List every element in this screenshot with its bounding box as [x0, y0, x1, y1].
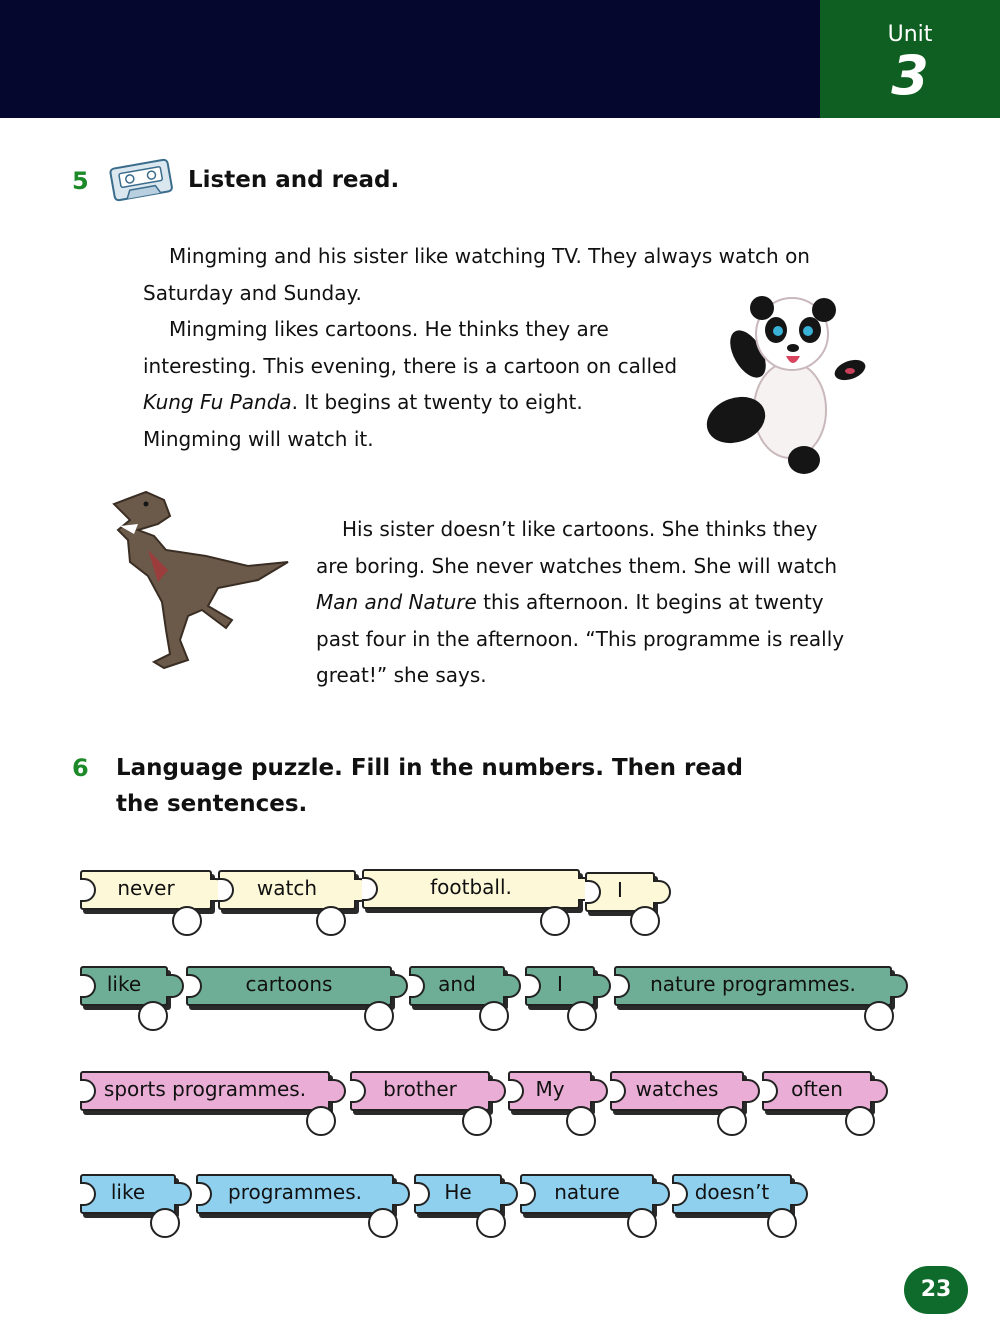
- puzzle-word: football.: [430, 875, 512, 899]
- number-answer-circle[interactable]: [845, 1106, 875, 1136]
- puzzle-piece[interactable]: [196, 1174, 394, 1214]
- puzzle-word: watch: [256, 876, 318, 900]
- paragraph-text: . It begins at twenty to eight.: [291, 390, 583, 415]
- puzzle-word: watches: [635, 1077, 719, 1101]
- unit-badge: [820, 0, 1000, 118]
- puzzle-word: often: [791, 1077, 843, 1101]
- page-number: 23: [904, 1266, 968, 1314]
- puzzle-word: I: [557, 972, 563, 996]
- number-answer-circle[interactable]: [630, 906, 660, 936]
- paragraph-line: past four in the afternoon. “This programme is really: [316, 626, 845, 651]
- section-5-number: 5: [72, 167, 89, 195]
- number-answer-circle[interactable]: [540, 906, 570, 936]
- number-answer-circle[interactable]: [567, 1001, 597, 1031]
- paragraph-line: Saturday and Sunday.: [143, 280, 362, 305]
- number-answer-circle[interactable]: [767, 1208, 797, 1238]
- programme-title-man-and-nature: Man and Nature: [316, 590, 477, 615]
- puzzle-word: He: [444, 1180, 472, 1204]
- number-answer-circle[interactable]: [172, 906, 202, 936]
- puzzle-word: brother: [383, 1077, 457, 1101]
- paragraph-line: Mingming and his sister like watching TV. They always watch on: [169, 244, 810, 268]
- puzzle-word: programmes.: [228, 1180, 362, 1204]
- puzzle-word: doesn’t: [694, 1180, 770, 1204]
- puzzle-piece[interactable]: [762, 1071, 872, 1111]
- puzzle-word: like: [106, 972, 142, 996]
- paragraph-line: are boring. She never watches them. She will watch: [316, 553, 838, 578]
- puzzle-piece[interactable]: [520, 1174, 654, 1214]
- number-answer-circle[interactable]: [368, 1208, 398, 1238]
- puzzle-word: cartoons: [245, 972, 333, 996]
- puzzle-word: nature programmes.: [650, 972, 856, 996]
- puzzle-word: I: [617, 878, 623, 902]
- number-answer-circle[interactable]: [479, 1001, 509, 1031]
- number-answer-circle[interactable]: [566, 1106, 596, 1136]
- puzzle-piece[interactable]: [672, 1174, 792, 1214]
- puzzle-word: never: [117, 876, 175, 900]
- paragraph-line: interesting. This evening, there is a cartoon on called: [143, 353, 678, 378]
- puzzle-piece[interactable]: [80, 966, 168, 1006]
- puzzle-piece[interactable]: [80, 1071, 330, 1111]
- paragraph-line: Mingming likes cartoons. He thinks they are: [169, 317, 609, 342]
- number-answer-circle[interactable]: [864, 1001, 894, 1031]
- number-answer-circle[interactable]: [462, 1106, 492, 1136]
- number-answer-circle[interactable]: [717, 1106, 747, 1136]
- section-6-title-line-2: the sentences.: [116, 791, 308, 817]
- number-answer-circle[interactable]: [150, 1208, 180, 1238]
- dinosaur-illustration: [108, 490, 293, 675]
- panda-illustration: [700, 292, 870, 482]
- header-bar: [0, 0, 820, 118]
- puzzle-piece[interactable]: [80, 870, 212, 910]
- puzzle-piece[interactable]: [186, 966, 392, 1006]
- section-6-title-line-1: Language puzzle. Fill in the numbers. Then read: [116, 755, 743, 781]
- puzzle-piece[interactable]: [350, 1071, 490, 1111]
- cassette-tape-icon: [108, 156, 174, 202]
- number-answer-circle[interactable]: [138, 1001, 168, 1031]
- puzzle-piece[interactable]: [362, 869, 580, 909]
- programme-title-kung-fu-panda: Kung Fu Panda: [143, 390, 292, 415]
- paragraph-line: Mingming will watch it.: [143, 426, 374, 451]
- number-answer-circle[interactable]: [316, 906, 346, 936]
- puzzle-piece[interactable]: [614, 966, 892, 1006]
- number-answer-circle[interactable]: [306, 1106, 336, 1136]
- section-6-title: [116, 750, 743, 822]
- puzzle-piece[interactable]: [218, 870, 356, 910]
- puzzle-word: nature: [554, 1180, 620, 1204]
- paragraph-line: His sister doesn’t like cartoons. She thinks they: [342, 517, 818, 541]
- puzzle-piece[interactable]: [409, 966, 505, 1006]
- number-answer-circle[interactable]: [364, 1001, 394, 1031]
- number-answer-circle[interactable]: [627, 1208, 657, 1238]
- number-answer-circle[interactable]: [476, 1208, 506, 1238]
- paragraph-line: [316, 584, 857, 621]
- section-6-number: 6: [72, 754, 89, 782]
- reading-paragraph-3: [316, 511, 857, 694]
- puzzle-piece[interactable]: [525, 966, 595, 1006]
- unit-number: 3: [891, 44, 929, 107]
- puzzle-piece[interactable]: [508, 1071, 592, 1111]
- puzzle-word: sports programmes.: [103, 1077, 307, 1101]
- puzzle-word: My: [535, 1077, 565, 1101]
- puzzle-word: like: [110, 1180, 146, 1204]
- section-5-title: Listen and read.: [188, 167, 400, 193]
- paragraph-line: great!” she says.: [316, 663, 487, 688]
- puzzle-piece[interactable]: [610, 1071, 744, 1111]
- puzzle-word: and: [438, 972, 476, 996]
- paragraph-text: this afternoon. It begins at twenty: [476, 590, 824, 615]
- unit-label: Unit: [887, 22, 933, 47]
